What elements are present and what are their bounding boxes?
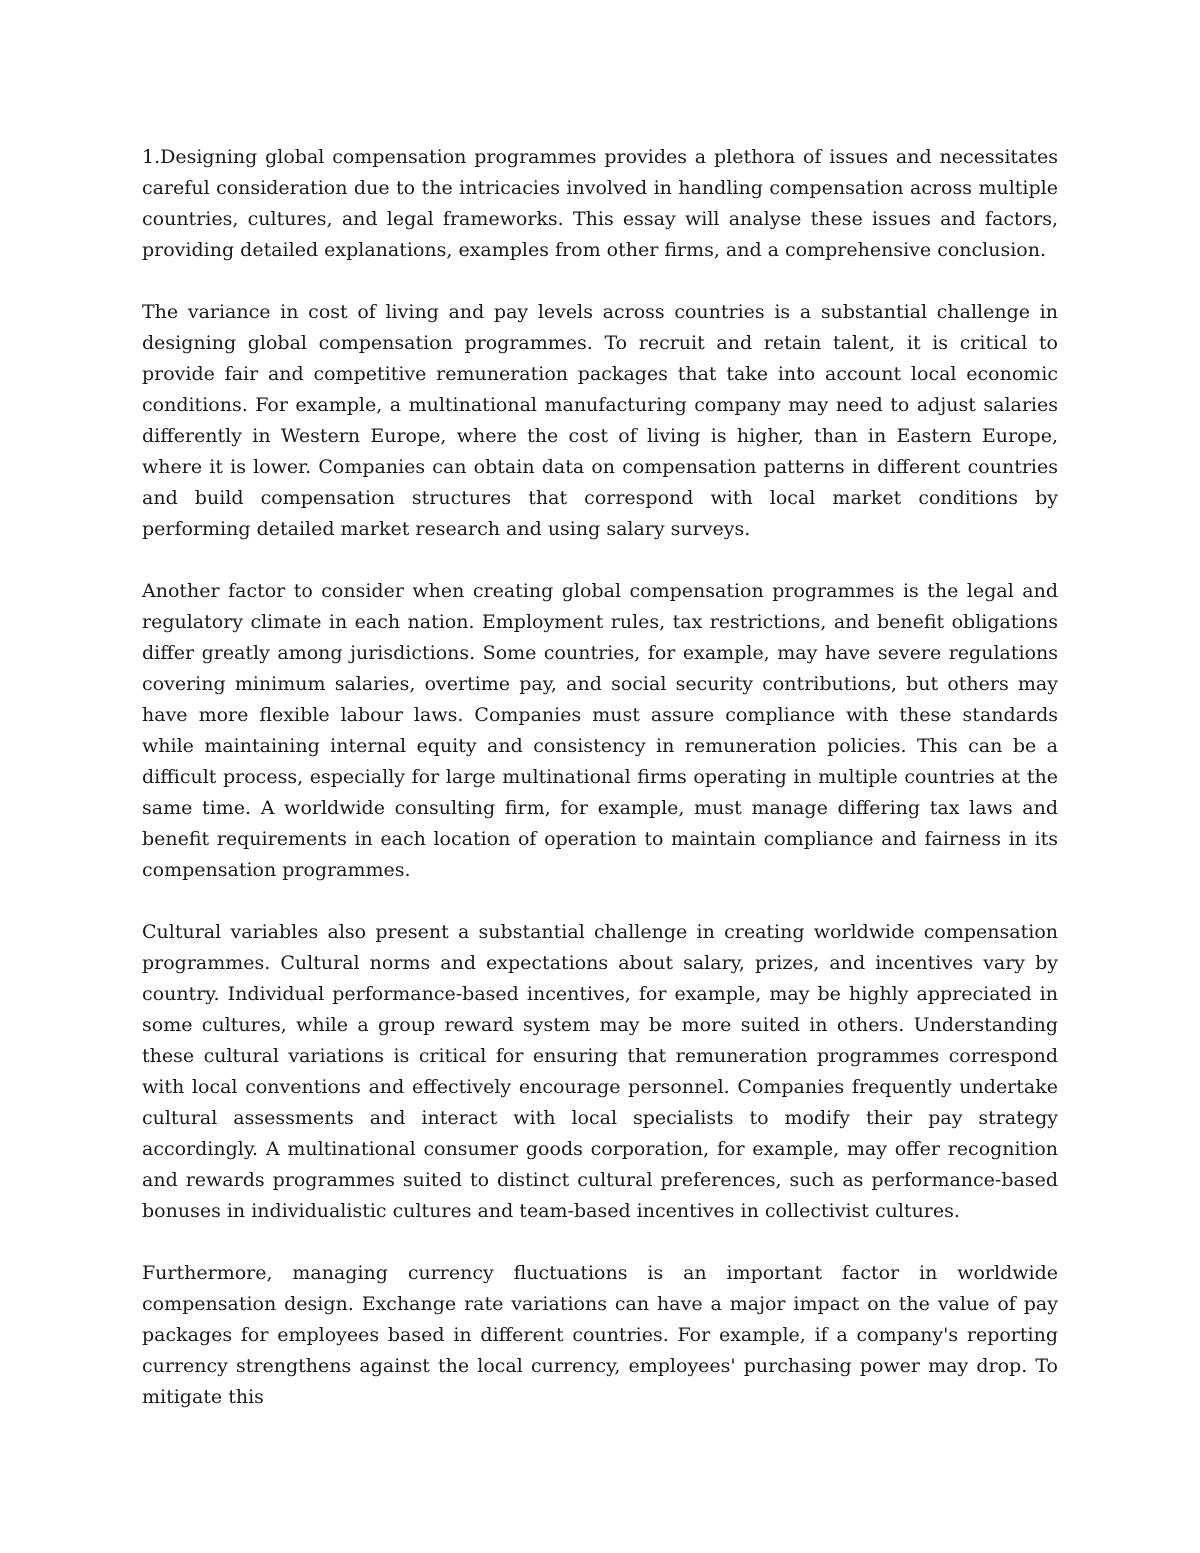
paragraph-intro: 1.Designing global compensation programmes provides a plethora of issues and necessitates careful consideration due to the intricacies involved in handling compensation across multiple countries, cultures, and legal frameworks. This essay will analyse these issues and factors, providing detailed explanations, examples from other firms, and a comprehensive conclusion. <box>142 146 1058 261</box>
paragraph-cost-of-living: The variance in cost of living and pay levels across countries is a substantial challenge in designing global compensation programmes. To recruit and retain talent, it is critical to provide fair and competitive remuneration packages that take into account local economic conditions. For example, a multinational manufacturing company may need to adjust salaries differently in Western Europe, where the cost of living is higher, than in Eastern Europe, where it is lower. Companies can obtain data on compensation patterns in different countries and build compensation structures that correspond with local market conditions by performing detailed market research and using salary surveys. <box>142 301 1058 540</box>
paragraph-currency-fluctuations: Furthermore, managing currency fluctuations is an important factor in worldwide compensation design. Exchange rate variations can have a major impact on the value of pay packages for employees based in different countries. For example, if a company's reporting currency strengthens against the local currency, employees' purchasing power may drop. To mitigate this <box>142 1262 1058 1408</box>
paragraph-legal-regulatory: Another factor to consider when creating global compensation programmes is the legal and regulatory climate in each nation. Employment rules, tax restrictions, and benefit obligations differ greatly among jurisdictions. Some countries, for example, may have severe regulations covering minimum salaries, overtime pay, and social security contributions, but others may have more flexible labour laws. Companies must assure compliance with these standards while maintaining internal equity and consistency in remuneration policies. This can be a difficult process, especially for large multinational firms operating in multiple countries at the same time. A worldwide consulting firm, for example, must manage differing tax laws and benefit requirements in each location of operation to maintain compliance and fairness in its compensation programmes. <box>142 580 1058 881</box>
document-body <box>142 142 1058 1444</box>
paragraph-cultural-variables: Cultural variables also present a substantial challenge in creating worldwide compensation programmes. Cultural norms and expectations about salary, prizes, and incentives vary by country. Individual performance-based incentives, for example, may be highly appreciated in some cultures, while a group reward system may be more suited in others. Understanding these cultural variations is critical for ensuring that remuneration programmes correspond with local conventions and effectively encourage personnel. Companies frequently undertake cultural assessments and interact with local specialists to modify their pay strategy accordingly. A multinational consumer goods corporation, for example, may offer recognition and rewards programmes suited to distinct cultural preferences, such as performance-based bonuses in individualistic cultures and team-based incentives in collectivist cultures. <box>142 921 1058 1222</box>
